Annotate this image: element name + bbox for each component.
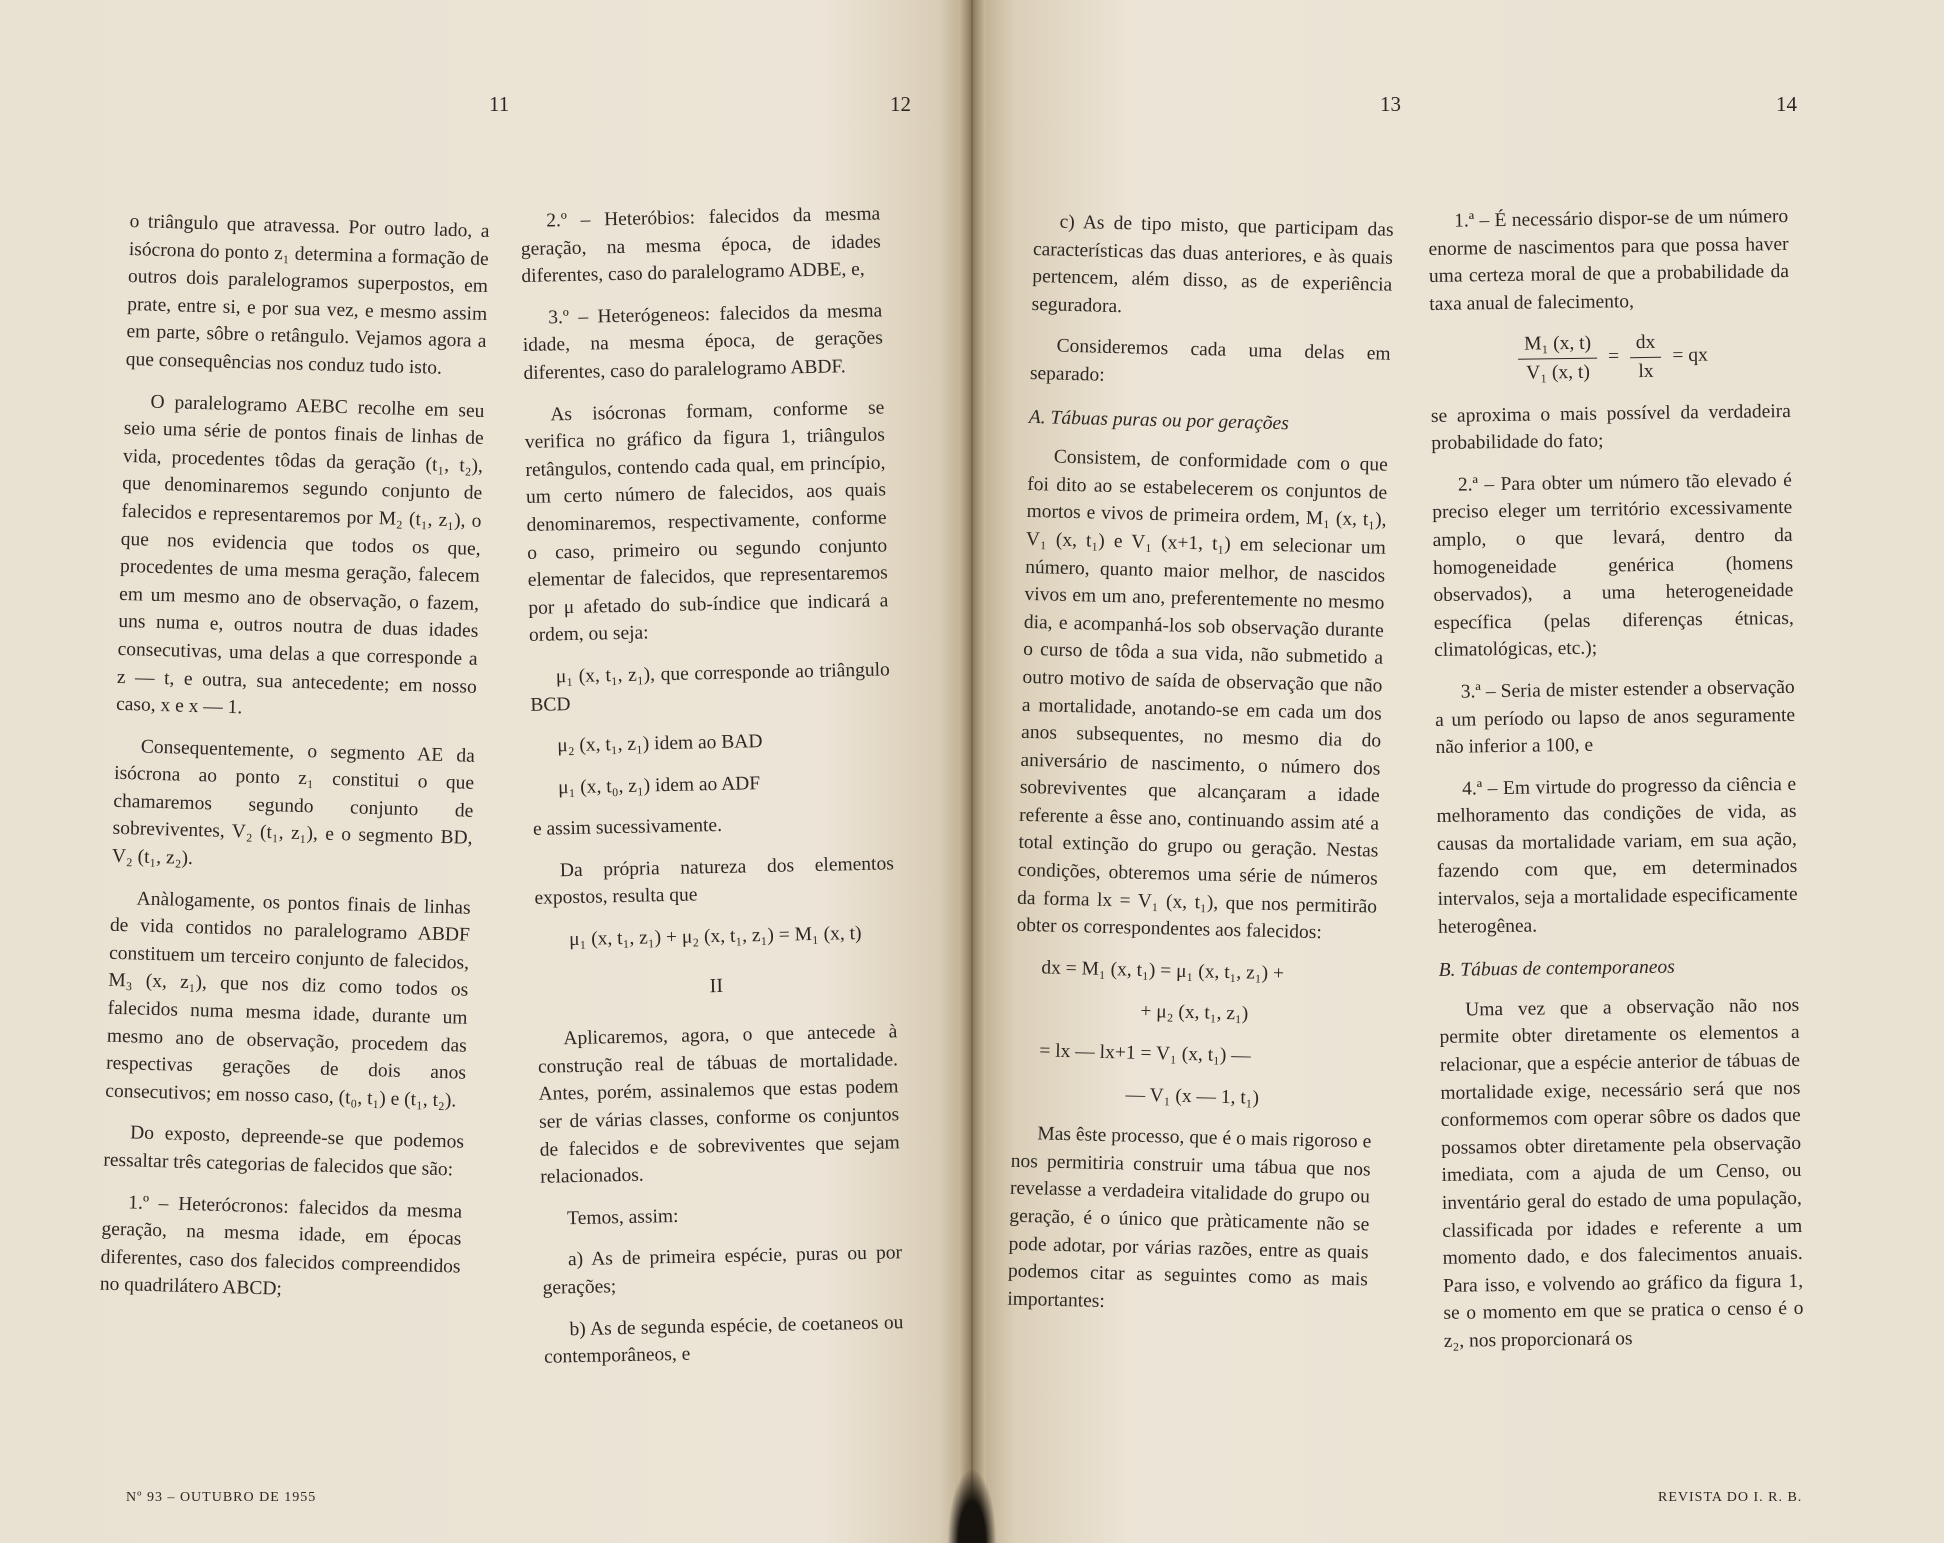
equation-line: μ₁ (x, t₁, z₁), que corresponde ao triângulo BCD <box>530 659 890 716</box>
book-gutter <box>958 0 986 1543</box>
equals-sign: = <box>1608 346 1620 368</box>
paragraph: O paralelogramo AEBC recolhe em seu seio uma série de pontos finais de linhas de vida, procedentes tôdas da geração (t₁, t₂), que denominaremos segundo conjunto de falecidos e representaremos por M₂ (t₁, z₁), o que nos evidencia que todos os que, procedentes de uma mesma geração, falecem em um mesmo ano de observação, o fazem, uns numa e, outros noutra de duas idades consecutivas, uma delas a que corresponde a z — t, e outra, sua antecedente; em nosso caso, x e x — 1. <box>115 391 485 719</box>
footer-journal: REVISTA DO I. R. B. <box>1658 1490 1803 1505</box>
paragraph: 1.º – Heterócronos: falecidos da mesma geração, na mesma idade, em épocas diferentes, caso dos falecidos compreendidos no quadrilátero ABCD; <box>99 1191 463 1301</box>
paragraph: Consistem, de conformidade com o que foi dito ao se estabelecerem os conjuntos de mortos e vivos de primeira ordem, M₁ (x, t₁), V₁ (x, t₁) e V₁ (x+1, t₁) em selecionar um número, quanto maior melhor, de nascidos vivos em um ano, preferentemente no mesmo dia, e acompanhá-los sob observação durante o curso de tôda a sua vida, não submetido a outro motivo de saída de observação que não a mortalidade, anotando-se em cada um dos anos subsequentes, no mesmo dia do aniversário de nascimento, o número dos sobreviventes que alcançaram a idade referente a êsse ano, continuando assim até a total extinção do grupo ou geração. Nestas condições, obteremos uma série de números da forma lx = V₁ (x, t₁), que nos permitirão obter os correspondentes aos falecidos: <box>1016 446 1389 944</box>
paragraph: Anàlogamente, os pontos finais de linhas de vida contidos no paralelogramo ABDF constituem um terceiro conjunto de falecidos, M₃ (x, z₁), que nos diz como todos os falecidos numa mesma idade, durante um mesmo ano de observação, procedem das respectivas gerações de dois anos consecutivos; em nosso caso, (t₀, t₁) e (t₁, t₂). <box>105 888 471 1112</box>
page-11-column <box>99 208 490 1323</box>
fraction-numerator: dx <box>1630 329 1662 358</box>
fraction-denominator: V₁ (x, t) <box>1526 361 1591 384</box>
paragraph: Mas êste processo, que é o mais rigoroso e nos permitiria construir uma tábua que nos revelasse a verdadeira vitalidade do grupo ou geração, é o único que pràticamente não se pode adotar, por várias razões, entre as quais podemos citar as seguintes como as mais importantes: <box>1007 1123 1372 1312</box>
formula-result: qx <box>1688 345 1708 367</box>
subsection-heading <box>1029 404 1390 440</box>
list-item: 2.ª – Para obter um número tão elevado é preciso eleger um território excessivamente amplo, o que levará, dentro da homogeneidade genérica (homens observados), a uma heterogeneidade específica (pelas diferenças étnicas, climatológicas, etc.); <box>1432 469 1794 662</box>
paragraph: Do exposto, depreende-se que podemos ressaltar três categorias de falecidos que são: <box>103 1122 465 1181</box>
paragraph: 3.º – Heterógeneos: falecidos da mesma idade, na mesma época, de gerações diferentes, caso do paralelogramo ABDF. <box>522 300 884 384</box>
page-number-12: 12 <box>890 92 911 116</box>
paragraph: Consequentemente, o segmento AE da isócrona ao ponto z₁ constitui o que chamaremos segundo conjunto de sobreviventes, V₂ (t₁, z₁), e o segmento BD, V₂ (t₁, z₂). <box>111 736 476 870</box>
page-12-column <box>520 200 905 1385</box>
equation-line: μ₂ (x, t₁, z₁) idem ao BAD <box>557 731 763 757</box>
list-item: 1.ª – É necessário dispor-se de um número enorme de nascimentos para que possa haver uma certeza moral de que a probabilidade da taxa anual de falecimento, <box>1428 205 1790 315</box>
spine-shadow <box>948 1470 996 1543</box>
list-item: c) As de tipo misto, que participam das características das duas anteriores, e às quais pertencem, além disso, as de experiência seguradora. <box>1031 211 1394 317</box>
subsection-heading-text: A. Tábuas puras ou por gerações <box>1028 406 1290 434</box>
page-13-column <box>1007 208 1394 1336</box>
page-number-11: 11 <box>489 92 510 116</box>
paragraph: Da própria natureza dos elementos expostos, resulta que <box>534 853 895 910</box>
left-page <box>0 0 968 1543</box>
paragraph: o triângulo que atravessa. Por outro lado, a isócrona do ponto z₁ determina a formação de outros dois paralelogramos superpostos, em prate, entre si, e por sua vez, e mesmo assim em parte, sôbre o retângulo. Vejamos agora a que consequências nos conduz tudo isto. <box>125 210 490 379</box>
paragraph: se aproxima o mais possível da verdadeira probabilidade do fato; <box>1430 400 1792 455</box>
list-item: 3.ª – Seria de mister estender a observação a um período ou lapso de anos seguramente não inferior a 100, e <box>1435 676 1796 759</box>
page-number-13: 13 <box>1380 92 1401 116</box>
fraction-denominator: lx <box>1638 360 1654 383</box>
equation-line: = lx — lx+1 = V₁ (x, t₁) — <box>1039 1040 1252 1067</box>
equals-sign: = <box>1672 345 1684 367</box>
subsection-heading-text: B. Tábuas de contemporaneos <box>1438 956 1675 982</box>
paragraph: Aplicaremos, agora, o que antecede à construção real de tábuas de mortalidade. Antes, porém, assinalemos que estas podem ser de várias classes, conforme os conjuntos de falecidos e de sobreviventes que sejam relacionados. <box>537 1021 900 1189</box>
fraction-numerator: M₁ (x, t) <box>1518 330 1597 360</box>
equation-line: + μ₂ (x, t₁, z₁) <box>1140 1001 1249 1025</box>
paragraph: Consideremos cada uma delas em separado: <box>1029 335 1391 386</box>
paragraph: As isócronas formam, conforme se verifica no gráfico da figura 1, triângulos retângulos, contendo cada qual, em princípio, um certo número de falecidos, aos quais denominaremos, respectivamente, conforme o caso, primeiro ou segundo conjunto elementar de falecidos, que representaremos por μ afetado do sub-índice que indicará a ordem, ou seja: <box>524 396 889 647</box>
page-number-14: 14 <box>1776 92 1797 116</box>
section-heading: II <box>709 974 724 997</box>
equation-line: μ₁ (x, t₀, z₁) idem ao ADF <box>557 772 761 799</box>
list-item: 4.ª – Em virtude do progresso da ciência e melhoramento das condições de vida, as causas da mortalidade variam, em sua ação, fazendo com que, em determinados intervalos, seja a mortalidade especificamente heterogênea. <box>1436 773 1798 938</box>
list-item: a) As de primeira espécie, puras ou por gerações; <box>542 1242 903 1299</box>
paragraph: 2.º – Heteróbios: falecidos da mesma geração, na mesma época, de idades diferentes, caso do paralelogramo ADBE, e, <box>520 203 882 288</box>
equation-line: — V₁ (x — 1, t₁) <box>1125 1084 1260 1109</box>
page-14-column <box>1428 203 1804 1369</box>
footer-issue: Nº 93 – OUTUBRO DE 1955 <box>126 1490 317 1505</box>
paragraph: Uma vez que a observação não nos permite obter diretamente os elementos a relacionar, que a espécie anterior de tábuas de mortalidade exige, necessário será que nos conformemos com operar sôbre os dados que possamos obter diretamente pela observação imediata, com a ajuda de um Censo, ou inventário geral do estado de uma população, classificada por idades e referente a um momento dado, e dos falecimentos anuais. Para isso, e volvendo ao gráfico da figura 1, se o momento em que se pratica o censo é o z₂, nos proporcionará os <box>1439 994 1804 1352</box>
paragraph: Temos, assim: <box>566 1205 679 1230</box>
fraction <box>1630 329 1662 386</box>
fraction <box>1518 330 1598 387</box>
equation: μ₁ (x, t₁, z₁) + μ₂ (x, t₁, z₁) = M₁ (x, t) <box>568 923 862 951</box>
probability-formula <box>1430 327 1791 388</box>
list-item: b) As de segunda espécie, de coetaneos ou contemporâneos, e <box>543 1311 904 1368</box>
paragraph: e assim sucessivamente. <box>532 815 723 841</box>
equation-line: dx = M₁ (x, t₁) = μ₁ (x, t₁, z₁) + <box>1041 957 1285 985</box>
subsection-heading <box>1438 952 1798 985</box>
